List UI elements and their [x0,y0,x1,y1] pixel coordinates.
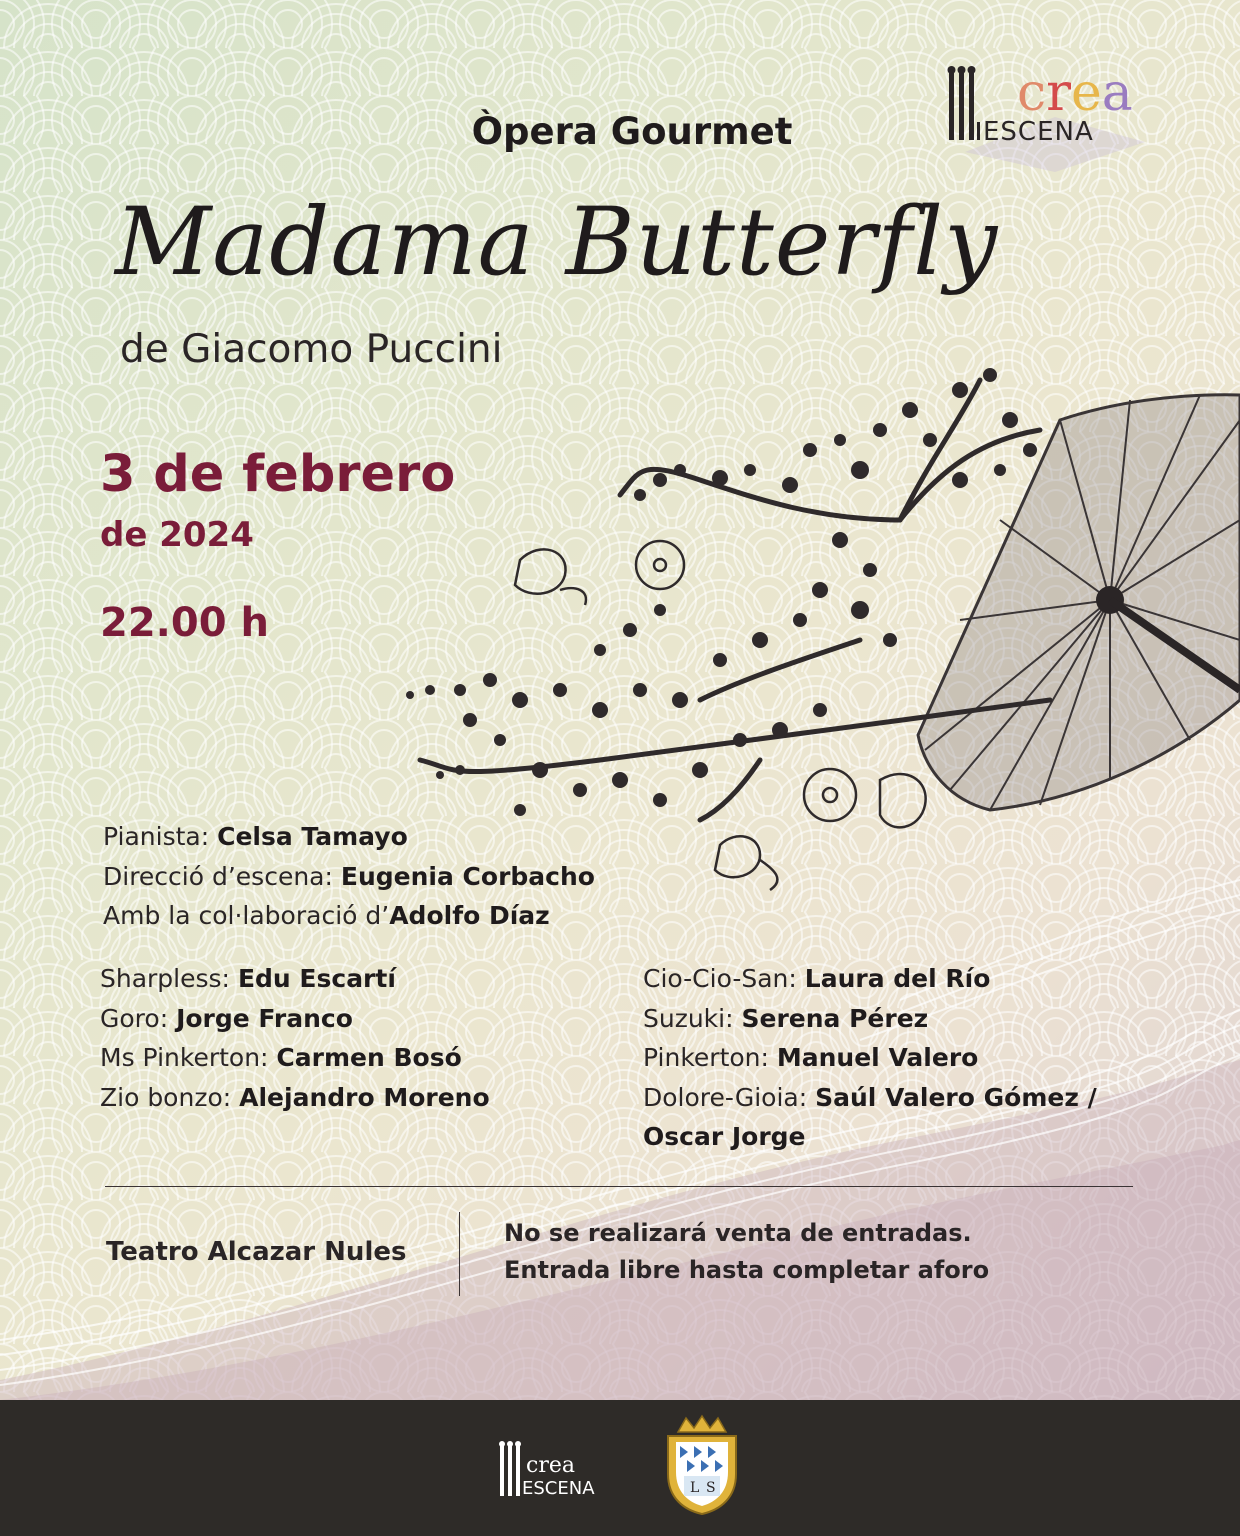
credit-name: Celsa Tamayo [217,822,408,851]
cast-name: Manuel Valero [776,1043,979,1072]
series-title: Òpera Gourmet [471,110,793,153]
cast-name: Serena Pérez [741,1004,929,1033]
credit-role: Amb la col·laboració d’ [103,901,390,930]
opera-title: Madama Butterfly [115,188,999,297]
cast-role: Cio-Cio-San: [643,964,805,993]
cast-role: Suzuki: [643,1004,742,1033]
cast-name: Carmen Bosó [276,1043,462,1072]
footer-crea-escena-logo [498,1438,628,1500]
crea-escena-logo [945,62,1175,172]
cast-name: Alejandro Moreno [239,1083,490,1112]
umbrella-blossom-illustration [380,360,1240,900]
ticket-note-2: Entrada libre hasta completar aforo [504,1256,990,1284]
crest-initial-right: S [706,1480,716,1496]
venue: Teatro Alcazar Nules [106,1237,407,1267]
vertical-divider [459,1212,460,1296]
credit-role: Pianista: [103,822,218,851]
credit-collaboration [103,901,550,930]
cast-name: Oscar Jorge [643,1122,806,1151]
credit-name: Adolfo Díaz [389,901,550,930]
time: 22.00 h [100,600,269,646]
footer-logo-word-crea: crea [526,1453,575,1478]
cast-item [643,1083,1097,1112]
cast-role: Zio bonzo: [100,1083,240,1112]
cast-role: Sharpless: [100,964,238,993]
cast-role: Dolore-Gioia: [643,1083,816,1112]
cast-item [643,1043,978,1072]
footer-logo-word-escena: ESCENA [522,1478,595,1499]
cast-name: Jorge Franco [176,1004,353,1033]
cast-item [100,1083,490,1112]
divider [105,1186,1133,1187]
date-day: 3 de febrero [100,445,456,504]
cast-role: Pinkerton: [643,1043,777,1072]
cast-item [643,1004,928,1033]
cast-role: Ms Pinkerton: [100,1043,277,1072]
logo-word-crea: crea [1017,63,1133,123]
date-year: de 2024 [100,515,254,555]
composer: de Giacomo Puccini [120,327,503,372]
cast-name: Laura del Río [804,964,991,993]
cast-name: Saúl Valero Gómez / [815,1083,1097,1112]
crest-initial-left: L [690,1480,700,1496]
cast-item [100,1043,462,1072]
logo-word-escena: ESCENA [983,117,1094,147]
ticket-note-1: No se realizará venta de entradas. [504,1219,972,1247]
cast-role: Goro: [100,1004,177,1033]
credit-pianist [103,822,408,851]
cast-item [100,964,396,993]
cast-item [643,964,990,993]
cast-item [100,1004,353,1033]
nules-crest-icon [660,1414,744,1516]
cast-name: Edu Escartí [237,964,396,993]
cast-item [643,1122,806,1151]
credit-role: Direcció d’escena: [103,862,341,891]
credit-name: Eugenia Corbacho [340,862,595,891]
credit-director [103,862,595,891]
